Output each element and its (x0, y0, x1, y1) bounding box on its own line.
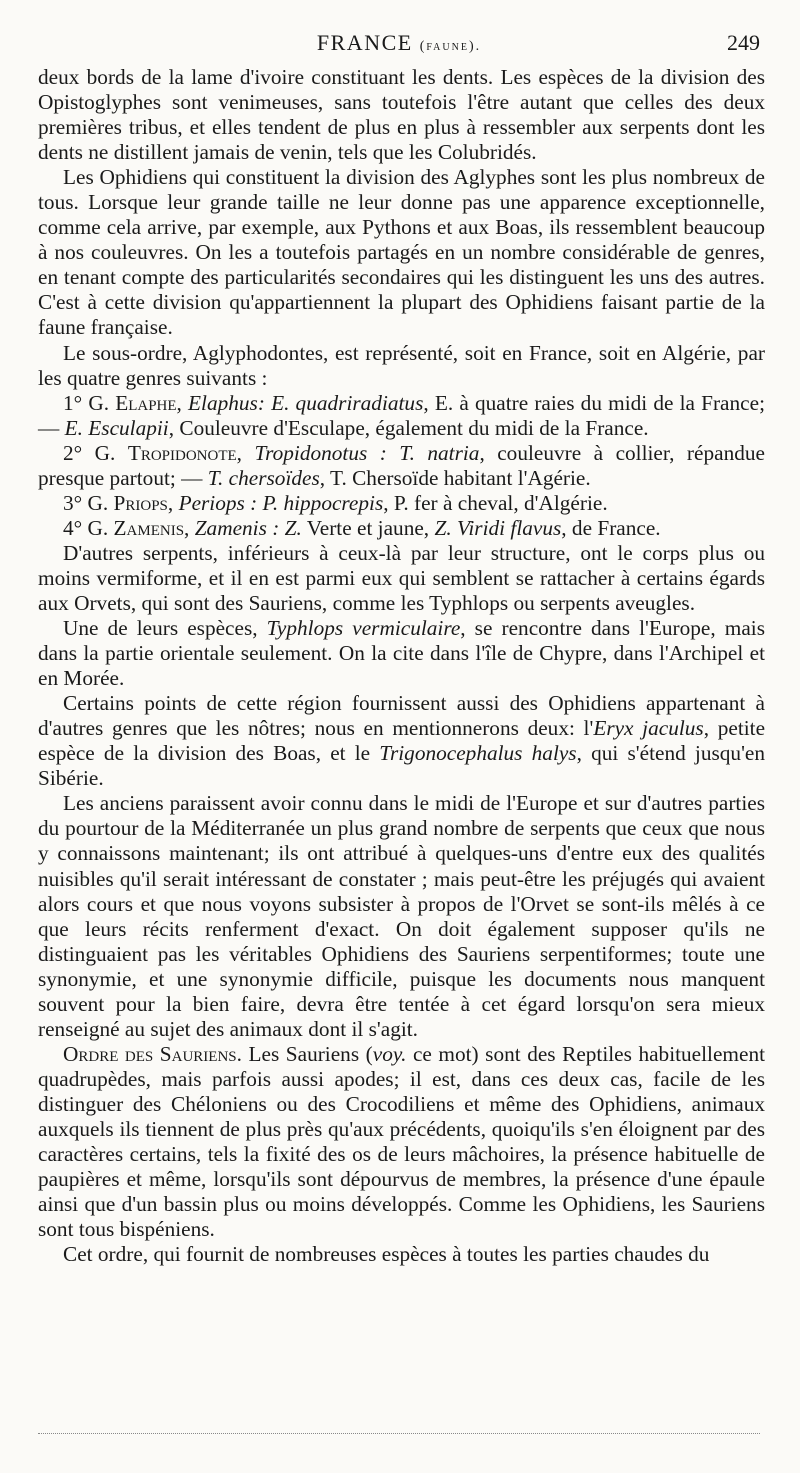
page-number: 249 (727, 30, 760, 55)
text-run: 3° G. (63, 490, 114, 515)
text-run: ce mot) sont des Reptiles habituellement quadrupèdes, mais parfois aussi apodes; il est, dans ces deux cas, facile de les distinguer des Chéloniens ou des Crocodiliens et même des Ophidiens, animaux auxquels ils tiennent de plus près qu'aux précédents, quoiqu'ils s'en éloignent par des caractères certains, tels la fixité des os de leurs mâchoires, la présence habituelle de paupières et même, lorsqu'ils sont dépourvus de membres, la présence d'une épaule ainsi que d'un bassin plus ou moins développés. Comme les Ophidiens, les Sauriens sont tous bispéniens. (38, 1041, 766, 1242)
italic-run: Periops : P. hippocrepis (178, 490, 384, 515)
italic-run: Tropidonotus : T. natria (254, 440, 480, 465)
text-run: Une de leurs espèces, (63, 616, 267, 641)
text-run: . Les Sauriens ( (236, 1041, 373, 1066)
text-run: Cet ordre, qui fournit de nombreuses espèces à toutes les parties chaudes du (63, 1242, 710, 1267)
footer-dotted-rule (38, 1433, 760, 1434)
running-title-sub: (faune). (419, 39, 482, 54)
text-run: Les Ophidiens qui constituent la division des Aglyphes sont les plus nombreux de tous. Lorsque leur grande taille ne leur donne pas une apparence exceptionnelle, comme cela arrive, par exemple, aux Pythons et aux Boas, ils ressemblent beaucoup à nos couleuvres. On les a toutefois partagés en un nombre considérable de genres, en tenant compte des particularités secondaires qui les distinguent les uns des autres. C'est à cette division qu'appartiennent la plupart des Ophidiens faisant partie de la faune française. (38, 165, 765, 340)
text-run: , (184, 515, 195, 540)
smallcaps-run: Ordre des Sauriens (63, 1041, 237, 1066)
italic-run: Zamenis : Z. (194, 515, 302, 540)
text-run: Verte et jaune, (301, 515, 435, 540)
smallcaps-run: Tropidonote (127, 440, 237, 465)
paragraph (38, 791, 765, 1041)
running-title-main: FRANCE (316, 30, 413, 55)
text-run: , de France. (561, 515, 661, 540)
text-run: , T. Chersoïde habitant l'Agérie. (319, 465, 591, 490)
text-run: Les anciens paraissent avoir connu dans le midi de l'Europe et sur d'autres parties du pourtour de la Méditerranée un plus grand nombre de serpents que ceux que nous y connaissons maintenant; ils ont attribué à quelques-uns d'entre eux des qualités nuisibles qu'il serait intéressant de constater ; mais peut-être les préjugés qui avaient alors cours et que nous voyons subsister à propos de l'Orvet se sont-ils mêlés à ce que leurs récits renferment d'exact. On doit également supposer qu'ils ne distinguaient pas les véritables Ophidiens des Sauriens serpentiformes; toute une synonymie, et une synonymie difficile, puisque les documents nous manquent souvent pour la bien faire, devra être tentée à cet égard lorsqu'on sera mieux renseigné au sujet des animaux dont il s'agit. (38, 791, 765, 1041)
italic-run: Eryx jaculus (593, 716, 704, 741)
paragraph (38, 341, 765, 391)
text-run: , E. à quatre raies du midi de la France; — (38, 390, 765, 440)
text-run: , petite espèce de la division des Boas, et le (38, 716, 766, 766)
text-run: 4° G. (63, 515, 114, 540)
body-text (38, 65, 765, 1267)
text-run: , (176, 390, 189, 415)
paragraph (38, 65, 765, 165)
text-run: 2° G. (63, 440, 128, 465)
italic-run: T. chersoïdes (207, 465, 320, 490)
text-run: , se rencontre dans l'Europe, mais dans la partie orientale seulement. On la cite dans l'île de Chypre, dans l'Archipel et en Morée. (38, 616, 765, 691)
paragraph (38, 1242, 765, 1267)
text-run: Certains points de cette région fournissent aussi des Ophidiens appartenant à d'autres genres que les nôtres; nous en mentionnerons deux: l' (38, 691, 765, 741)
paragraph (38, 1042, 765, 1242)
text-run: , (167, 490, 179, 515)
text-run: , Couleuvre d'Esculape, également du midi de la France. (168, 415, 649, 440)
text-run: Le sous-ordre, Aglyphodontes, est représenté, soit en France, soit en Algérie, par les quatre genres suivants : (38, 340, 765, 390)
italic-run: Elaphus: E. quadriradiatus (188, 390, 424, 415)
text-run: deux bords de la lame d'ivoire constituant les dents. Les espèces de la division des Opistoglyphes sont venimeuses, sans toutefois l'être autant que celles des deux premières tribus, et elles tendent de plus en plus à ressembler aux serpents dont les dents ne distillent jamais de venin, tels que les Colubridés. (38, 65, 765, 165)
italic-run: E. Esculapii (64, 415, 169, 440)
paragraph (38, 441, 765, 491)
running-title (38, 30, 760, 56)
text-run: 1° G. (63, 390, 116, 415)
text-run: , P. fer à cheval, d'Algérie. (383, 490, 608, 515)
paragraph (38, 516, 765, 541)
paragraph (38, 691, 765, 791)
smallcaps-run: Zamenis (113, 515, 185, 540)
paragraph (38, 541, 765, 616)
text-run: , couleuvre à collier, répandue presque partout; — (38, 440, 765, 490)
italic-run: Z. Viridi flavus (434, 515, 562, 540)
text-run: , (236, 440, 255, 465)
paragraph (38, 391, 765, 441)
paragraph (38, 165, 765, 340)
smallcaps-run: Priops (113, 490, 168, 515)
running-header (38, 30, 760, 60)
italic-run: voy. (372, 1041, 407, 1066)
paragraph (38, 616, 765, 691)
paragraph (38, 491, 765, 516)
text-run: D'autres serpents, inférieurs à ceux-là par leur structure, ont le corps plus ou moins vermiforme, et il en est parmi eux qui semblent se rattacher à certains égards aux Orvets, qui sont des Sauriens, comme les Typhlops ou serpents aveugles. (38, 540, 765, 615)
smallcaps-run: Elaphe (115, 390, 177, 415)
italic-run: Trigonocephalus halys (379, 741, 577, 766)
italic-run: Typhlops vermiculaire (266, 616, 461, 641)
text-run: , qui s'étend jusqu'en Sibérie. (38, 741, 766, 791)
